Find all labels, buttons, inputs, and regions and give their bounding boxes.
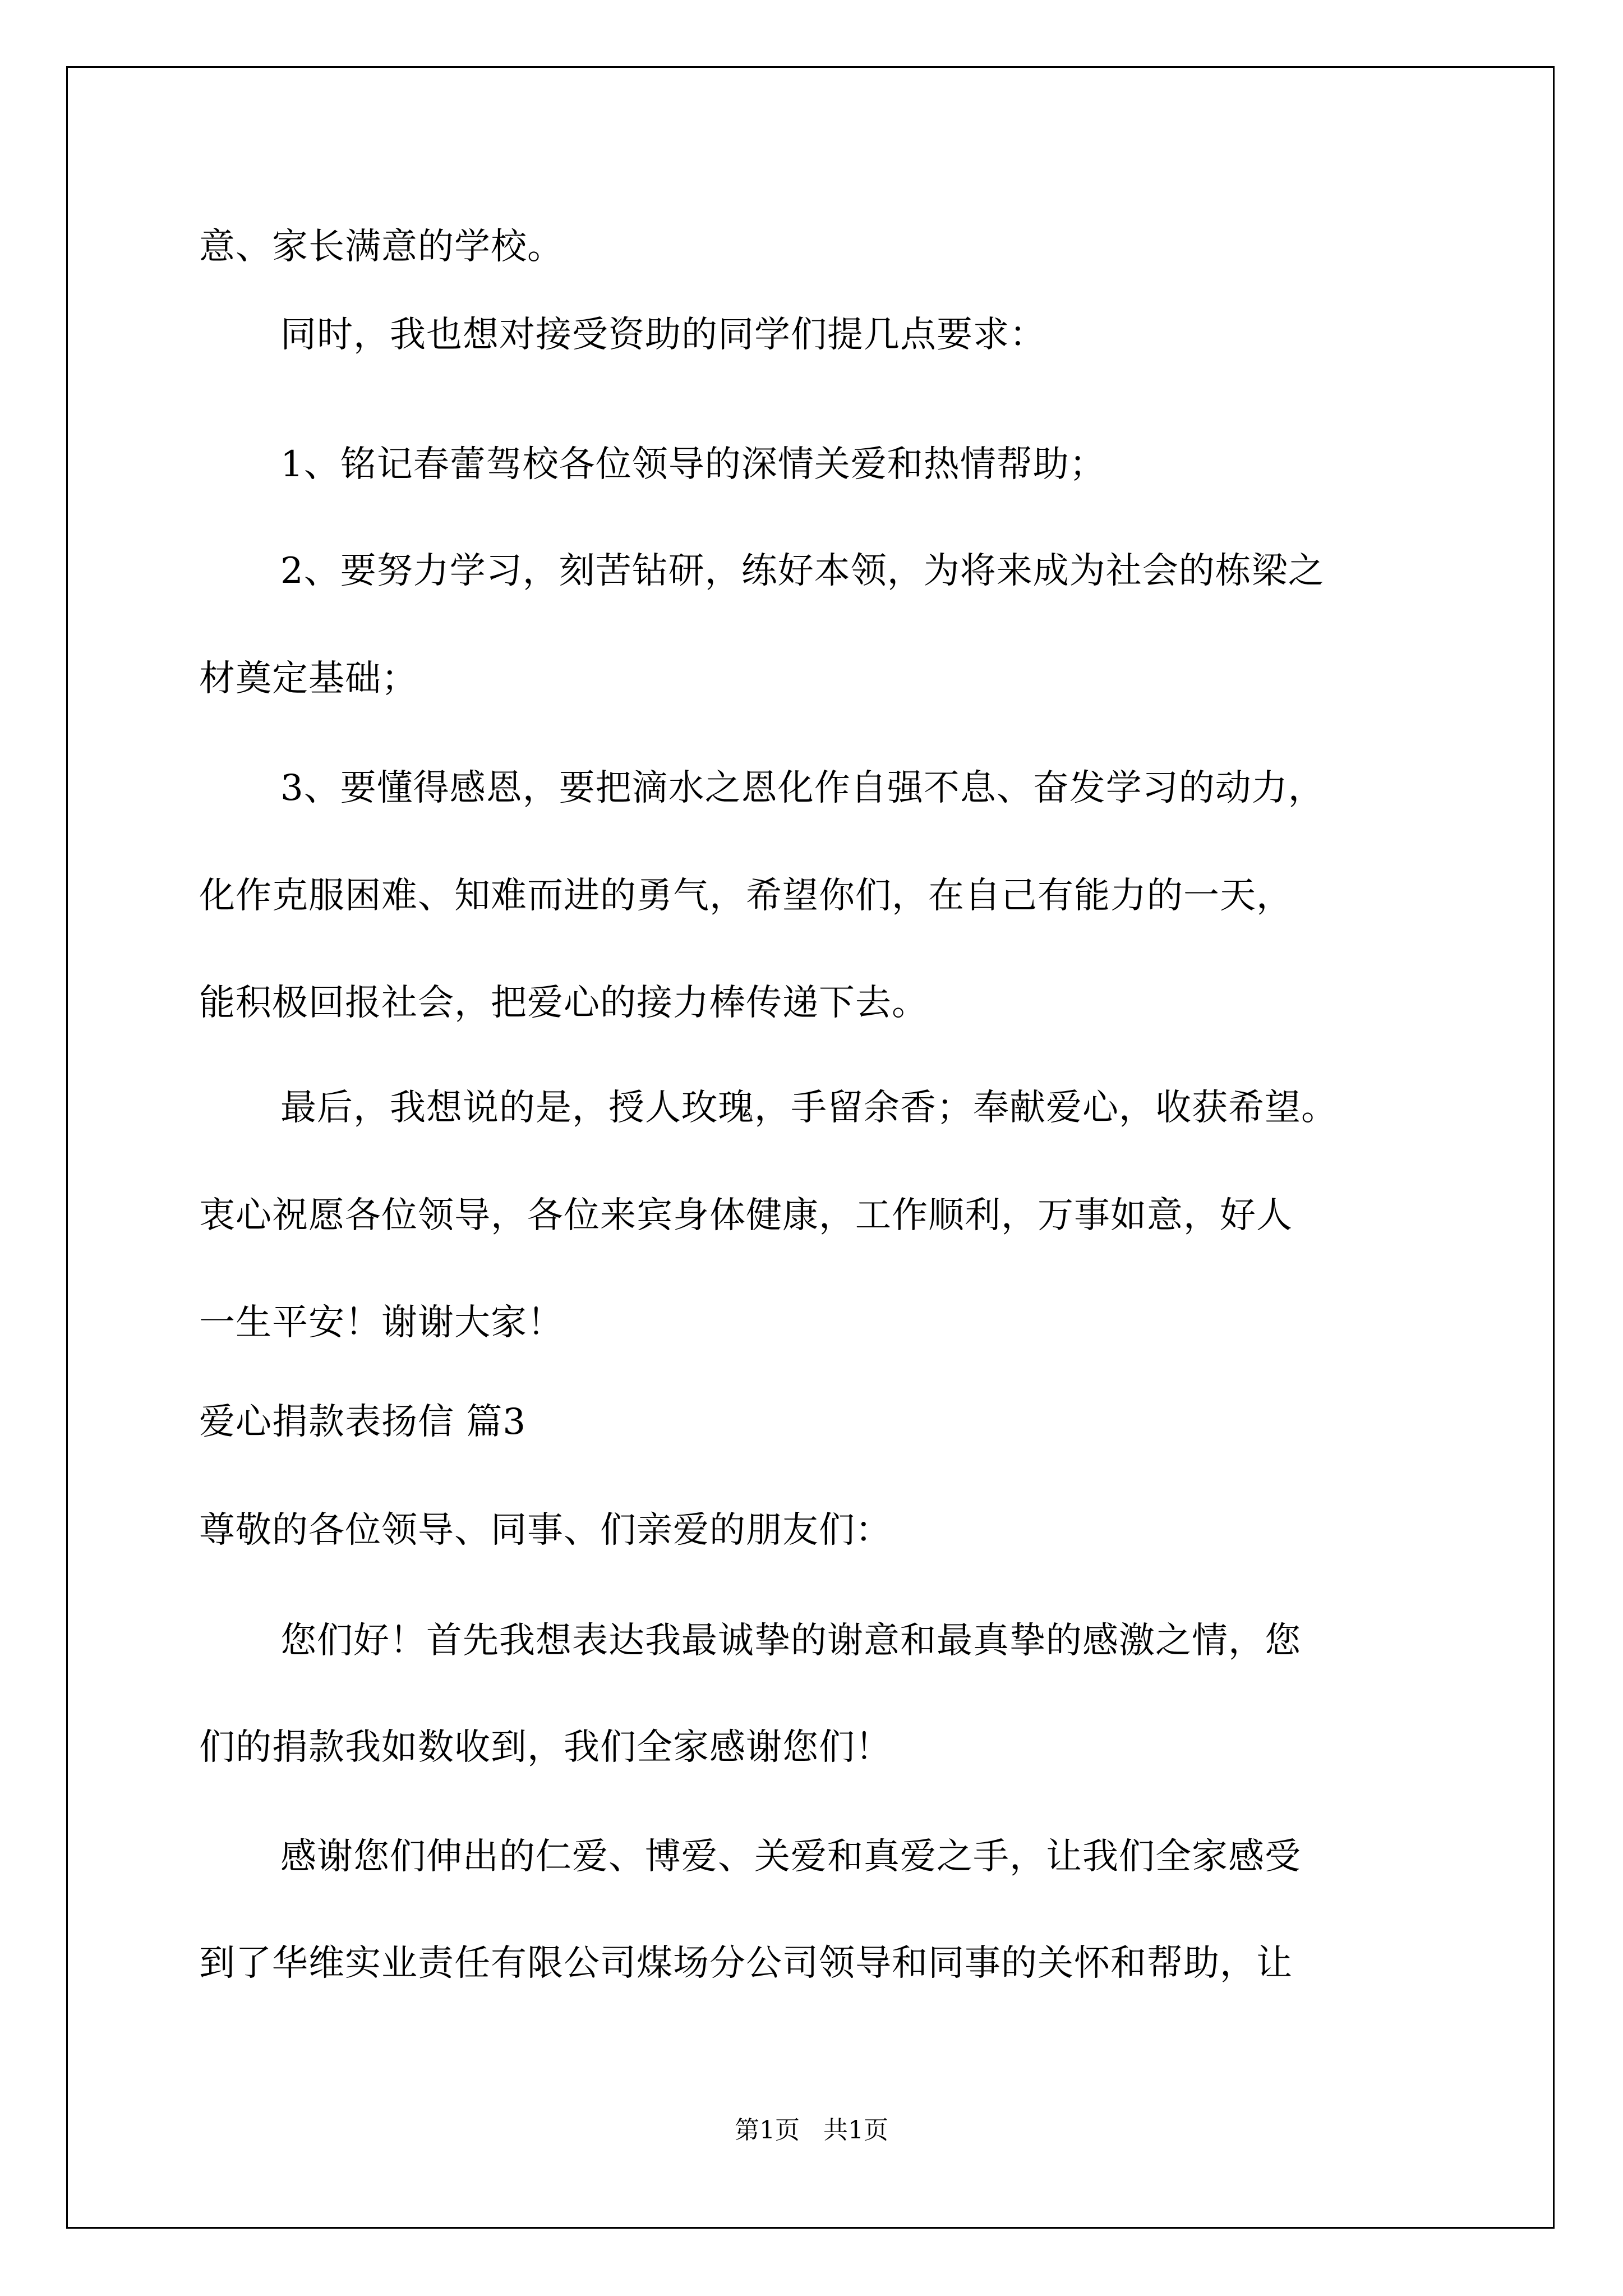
text-line: 您们好！首先我想表达我最诚挚的谢意和最真挚的感激之情，您 [280, 1620, 1301, 1662]
text-line: 同时，我也想对接受资助的同学们提几点要求： [280, 314, 1046, 356]
text-line: 最后，我想说的是，授人玫瑰，手留余香；奉献爱心，收获希望。 [280, 1087, 1338, 1129]
section-heading: 爱心捐款表扬信 篇3 [199, 1401, 527, 1443]
text-line: 3、要懂得感恩，要把滴水之恩化作自强不息、奋发学习的动力， [280, 767, 1325, 809]
page-footer: 第1页 共1页 [735, 2116, 888, 2145]
text-line: 们的捐款我如数收到，我们全家感谢您们！ [199, 1727, 892, 1768]
text-line: 材奠定基础； [199, 658, 418, 700]
text-line: 感谢您们伸出的仁爱、博爱、关爱和真爱之手，让我们全家感受 [280, 1836, 1301, 1878]
text-line: 意、家长满意的学校。 [199, 226, 564, 268]
salutation: 尊敬的各位领导、同事、们亲爱的朋友们： [199, 1510, 892, 1551]
text-line: 能积极回报社会，把爱心的接力棒传递下去。 [199, 982, 928, 1024]
text-line: 2、要努力学习，刻苦钻研，练好本领，为将来成为社会的栋梁之 [280, 550, 1325, 592]
text-line: 衷心祝愿各位领导，各位来宾身体健康，工作顺利，万事如意，好人 [199, 1195, 1293, 1236]
text-line: 一生平安！谢谢大家！ [199, 1302, 564, 1343]
text-line: 化作克服困难、知难而进的勇气，希望你们，在自己有能力的一天， [199, 875, 1293, 917]
text-line: 到了华维实业责任有限公司煤场分公司领导和同事的关怀和帮助，让 [199, 1943, 1293, 1984]
text-line: 1、铭记春蕾驾校各位领导的深情关爱和热情帮助； [280, 444, 1106, 485]
page-border [66, 66, 1555, 2229]
